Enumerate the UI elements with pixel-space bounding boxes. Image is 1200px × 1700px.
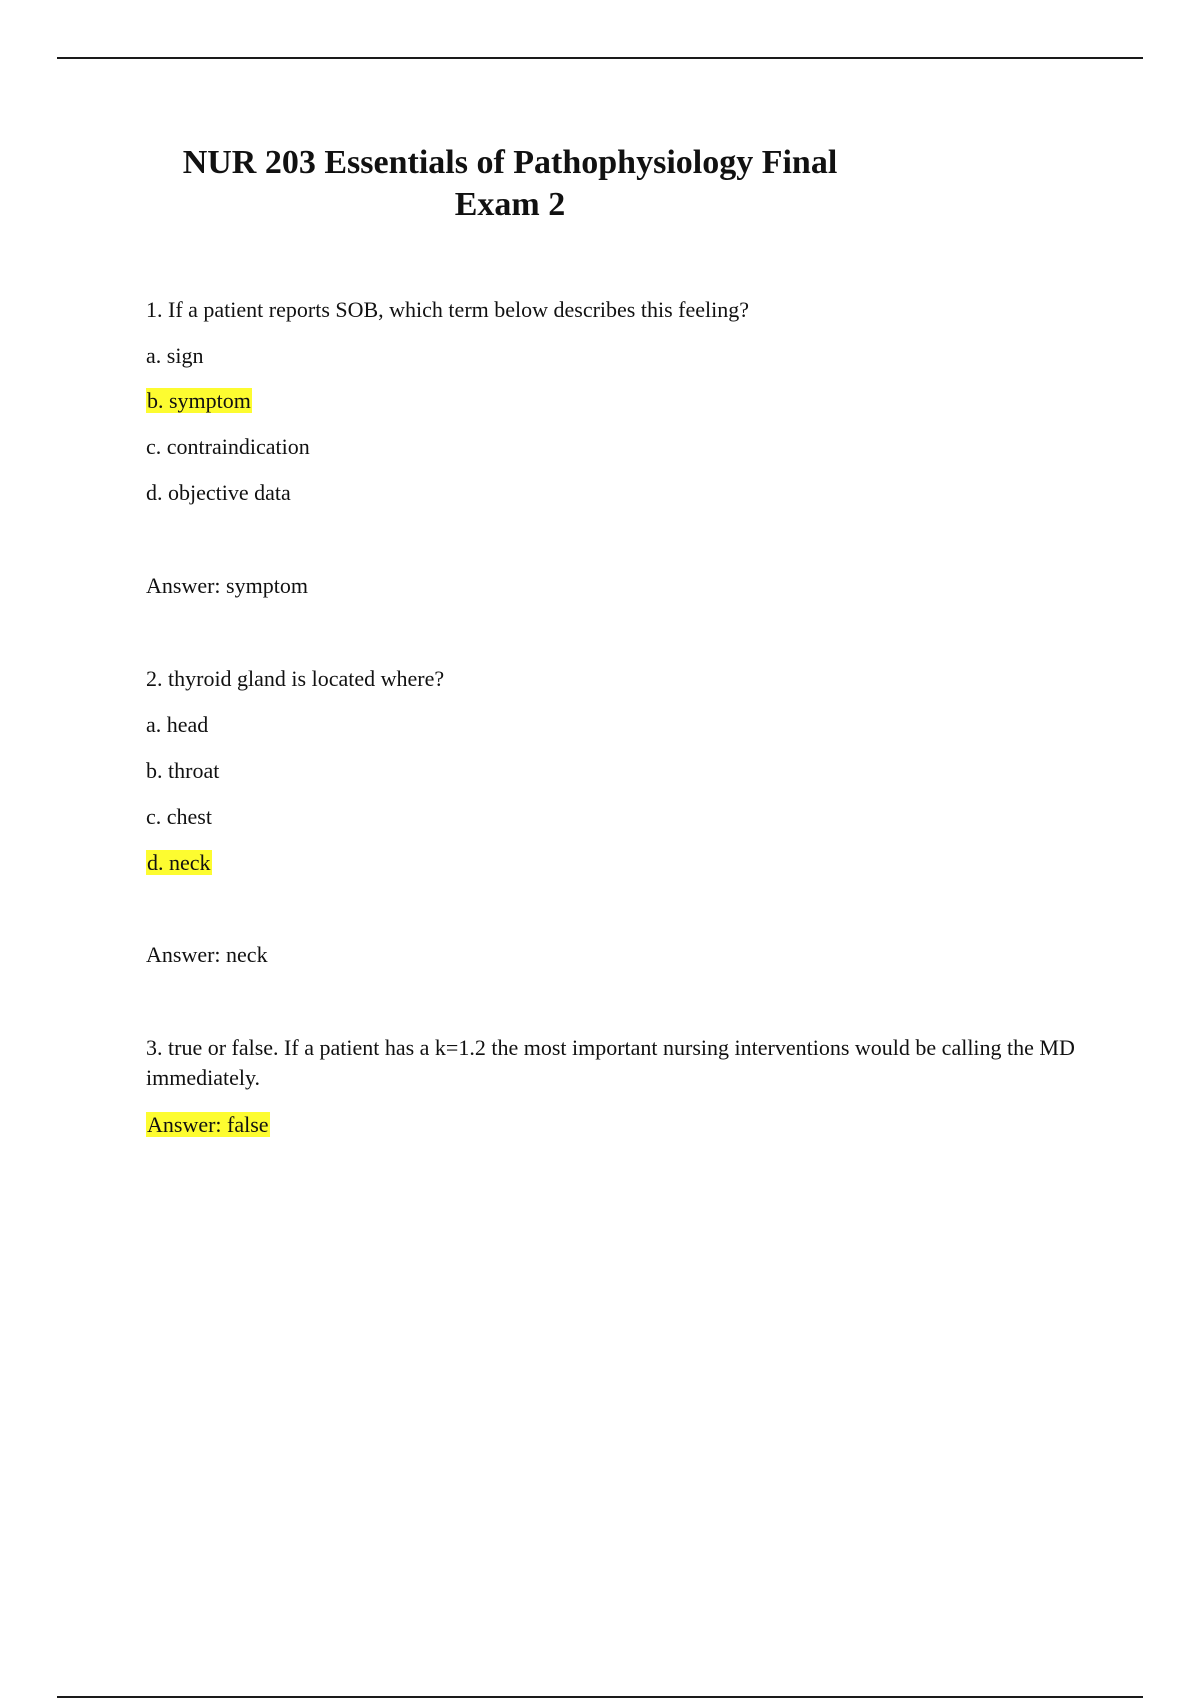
question-2-option-c: c. chest — [146, 804, 212, 829]
question-2-option-a: a. head — [146, 712, 209, 737]
question-1-option-b — [146, 386, 252, 416]
question-1-option-a: a. sign — [146, 343, 204, 368]
question-2-answer: Answer: neck — [146, 942, 268, 967]
question-2-option-d — [146, 848, 212, 878]
correct-option-highlight: d. neck — [147, 850, 211, 875]
correct-answer-highlight: Answer: false — [147, 1112, 269, 1137]
question-1-prompt: 1. If a patient reports SOB, which term below describes this feeling? — [146, 297, 750, 322]
title-line-2: Exam 2 — [454, 186, 566, 223]
question-1-answer: Answer: symptom — [146, 573, 308, 598]
correct-option-highlight: b. symptom — [147, 388, 251, 413]
question-2-option-b: b. throat — [146, 758, 220, 783]
question-3-answer — [146, 1110, 270, 1140]
question-3-prompt: 3. true or false. If a patient has a k=1.2 the most important nursing interventions would be calling the MD immediately. — [146, 1035, 1075, 1090]
top-rule — [57, 57, 1143, 59]
question-2-prompt: 2. thyroid gland is located where? — [146, 666, 445, 691]
title-line-1: NUR 203 Essentials of Pathophysiology Final — [182, 144, 838, 181]
document-title — [120, 142, 900, 226]
question-1-option-c: c. contraindication — [146, 434, 310, 459]
bottom-rule — [57, 1696, 1143, 1698]
question-1-option-d: d. objective data — [146, 480, 291, 505]
